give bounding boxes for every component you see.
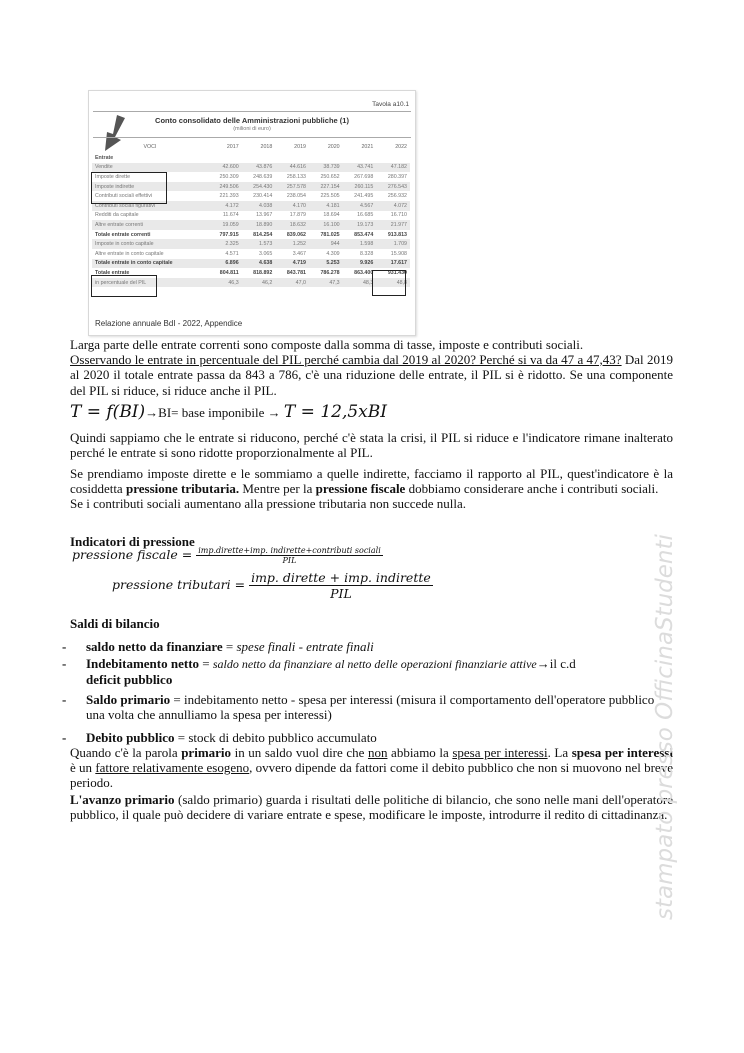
cell: 16.685: [357, 212, 374, 219]
cell: 46,3: [208, 278, 242, 288]
cell: 225.505: [320, 193, 340, 200]
text: è un: [70, 760, 96, 776]
bullet-dash: -: [62, 639, 67, 654]
table-row: [92, 249, 410, 259]
cell: 2019: [294, 144, 306, 150]
formula-label: pressione tributari =: [112, 577, 246, 592]
revenue-table: [92, 141, 410, 287]
bullet-dash: -: [62, 656, 67, 671]
cell: 2021: [361, 144, 374, 150]
list-item: [62, 730, 674, 745]
cell: 814.254: [253, 231, 273, 238]
cell: 11.674: [222, 212, 239, 219]
cell: 913.813: [387, 231, 407, 238]
row-label: Altre entrate in conto capitale: [95, 250, 164, 257]
cell: 4.181: [309, 201, 343, 211]
paragraph: [70, 745, 673, 791]
denominator: PIL: [282, 556, 297, 565]
row-label: Contributi sociali effettivi: [95, 193, 153, 200]
text: fattore relativamente esogeno: [95, 760, 250, 776]
cell: 4.719: [275, 259, 309, 269]
cell: 250.652: [320, 173, 340, 180]
bullet-dash: -: [62, 730, 67, 745]
paragraph: Quindi sappiamo che le entrate si riducono, perché c'è stata la crisi, il PIL si riduce e l'indicatore rimane inalterato perché le entrate si sono ridotte proporzionalmente al PIL.: [70, 430, 673, 461]
cell: 2018: [260, 144, 273, 150]
highlight-box: [91, 172, 167, 204]
paragraph: [70, 337, 673, 398]
text: Larga parte delle entrate correnti sono composte dalla somma di tasse, imposte e contributi sociali.: [70, 337, 584, 352]
formula-pressione-tributaria: [112, 570, 433, 601]
formula-tax: [70, 402, 387, 422]
cell: 2020: [327, 144, 340, 150]
table-caption: Relazione annuale BdI - 2022, Appendice: [95, 319, 243, 328]
cell: 1.252: [275, 239, 309, 249]
text: spesa per interessi: [452, 745, 548, 760]
term: primario: [181, 745, 232, 760]
cell: 47,0: [275, 278, 309, 288]
cell: 260.115: [343, 182, 377, 192]
cell: 16.710: [390, 212, 407, 219]
section-label: Entrate: [95, 154, 114, 161]
cell: 1.709: [376, 239, 410, 249]
text: abbiamo la: [387, 745, 453, 760]
cell: 18.890: [242, 220, 276, 230]
cell: 258.133: [286, 173, 306, 180]
text: =: [222, 639, 237, 654]
term: saldo netto da finanziare: [86, 639, 223, 654]
cell: 13.967: [256, 212, 273, 219]
divider: [93, 111, 411, 112]
table-number: Tavola a10.1: [372, 101, 409, 108]
cell: 47.182: [376, 163, 410, 173]
watermark: stampato presso OfficinaStudenti: [652, 534, 678, 920]
definition: saldo netto da finanziare al netto delle operazioni finanziarie attive: [212, 657, 537, 671]
text: dobbiamo considerare anche i contributi sociali.: [405, 481, 659, 497]
row-label: Imposte in conto capitale: [92, 239, 208, 249]
formula-part: T = 12,5xBI: [283, 402, 387, 422]
text: Dal 2019 al 2020 il totale entrate passa da 843 a 786, c'è una riduzione delle entrate, il PIL si è ridotto. Se una componente del PIL si riduce, si riduce anche il PIL.: [70, 352, 673, 398]
cell: 18.694: [323, 212, 340, 219]
cell: 19.173: [343, 220, 377, 230]
cell: 818.892: [253, 269, 273, 276]
text: =: [174, 730, 189, 745]
table-figure: [88, 90, 416, 336]
row-label: Totale entrate correnti: [95, 231, 151, 238]
term: spesa per interessi: [571, 745, 673, 760]
cell: 863.400: [354, 269, 374, 276]
cell: 238.054: [286, 193, 306, 200]
text: Se i contributi sociali aumentano alla pressione tributaria non succede nulla.: [70, 496, 467, 512]
definition: spese finali - entrate finali: [236, 639, 374, 654]
question-text: Osservando le entrate in percentuale del PIL perché cambia dal 2019 al 2020? Perché si va da 47 a 47,43?: [70, 352, 622, 368]
cell: 6.896: [208, 259, 242, 269]
cell: 786.278: [320, 269, 340, 276]
cell: 43.876: [242, 163, 276, 173]
table-row: [92, 259, 410, 269]
definition: stock di debito pubblico accumulato: [188, 730, 377, 745]
definition: indebitamento netto - spesa per interessi (misura il comportamento dell'operatore pubblico una volta che annulliamo la spesa per interessi): [86, 692, 655, 723]
cell: 931.430: [387, 269, 407, 276]
cell: 44.616: [275, 163, 309, 173]
list-item: [62, 692, 674, 722]
table-subtitle: (milioni di euro): [233, 126, 271, 132]
highlight-box: [372, 270, 406, 296]
cell: 4.172: [208, 201, 242, 211]
term: pressione fiscale: [315, 481, 406, 497]
row-label: Vendite: [92, 163, 208, 173]
text: (saldo primario) guarda i risultati delle politiche di bilancio, che sono nelle mani dell'operatore pubblico, il quale può decidere di variare entrate e spese, modificare le imposte, introdurre il redito di cittadinanza.: [70, 792, 673, 823]
highlight-box: [91, 275, 157, 297]
fraction: [196, 546, 383, 565]
row-label: Redditi da capitale: [95, 212, 139, 219]
term: Saldo primario: [86, 692, 171, 707]
cell: 21.977: [376, 220, 410, 230]
cell: 3.467: [292, 250, 306, 257]
cell: 47,3: [309, 278, 343, 288]
fraction: [249, 570, 433, 601]
row-label: in percentuale del PIL: [92, 278, 208, 288]
text: Mentre per la: [239, 481, 316, 497]
cell: 843.781: [286, 269, 306, 276]
text: =: [170, 692, 184, 707]
table-row: [92, 239, 410, 249]
cell: 248.639: [253, 173, 273, 180]
cell: 4.309: [326, 250, 340, 257]
cell: 249.506: [208, 182, 242, 192]
cell: 4.038: [242, 201, 276, 211]
row-label: Altre entrate correnti: [92, 220, 208, 230]
cell: 241.495: [354, 193, 374, 200]
cell: 4.571: [225, 250, 239, 257]
term: L'avanzo primario: [70, 792, 175, 807]
cell: 3.065: [259, 250, 273, 257]
bullet-dash: -: [62, 692, 67, 707]
numerator: imp. dirette + imp. indirette: [251, 570, 431, 585]
cell: 46,2: [242, 278, 276, 288]
cell: 254.430: [242, 182, 276, 192]
cell: 16.100: [309, 220, 343, 230]
row-label: Contributi sociali figurativi: [92, 201, 208, 211]
cell: 4.170: [275, 201, 309, 211]
cell: 5.253: [309, 259, 343, 269]
row-label: Totale entrate: [95, 269, 130, 276]
cell: 221.393: [219, 193, 239, 200]
table-row: [92, 141, 410, 153]
term: deficit pubblico: [86, 672, 173, 688]
cell: 280.397: [387, 173, 407, 180]
cell: 15.908: [390, 250, 407, 257]
cell: 227.154: [309, 182, 343, 192]
row-label: Imposte dirette: [95, 173, 131, 180]
list-item: [62, 656, 674, 687]
table-row: [92, 220, 410, 230]
cell: 944: [309, 239, 343, 249]
text: non: [367, 745, 388, 760]
heading-indicatori: Indicatori di pressione: [70, 534, 195, 549]
cell: 2.325: [208, 239, 242, 249]
cell: 257.578: [275, 182, 309, 192]
cell: 1.573: [242, 239, 276, 249]
table-title: Conto consolidato delle Amministrazioni pubbliche (1): [155, 116, 349, 125]
cell: 804.811: [219, 269, 239, 276]
cell: 4.567: [343, 201, 377, 211]
cell: 839.062: [286, 231, 306, 238]
heading-saldi: Saldi di bilancio: [70, 616, 160, 631]
cell: 2017: [226, 144, 239, 150]
table-row: [92, 163, 410, 173]
cell: 8.328: [360, 250, 374, 257]
text: . La: [547, 745, 572, 760]
row-label: Imposte indirette: [92, 182, 208, 192]
list-item: [62, 639, 674, 654]
cell: 48,8: [376, 278, 410, 288]
table-row: [92, 230, 410, 240]
cell: 42.600: [208, 163, 242, 173]
cell: 2022: [395, 144, 407, 150]
cell: 38.739: [309, 163, 343, 173]
cell: 256.932: [387, 193, 407, 200]
term: pressione tributaria.: [125, 481, 240, 497]
cell: 4.072: [376, 201, 410, 211]
divider: [93, 137, 411, 138]
text: =: [199, 656, 213, 671]
formula-pressione-fiscale: [72, 546, 383, 565]
cell: 43.741: [343, 163, 377, 173]
cell: 853.474: [354, 231, 374, 238]
cell: 19.059: [208, 220, 242, 230]
cell: 17.617: [376, 259, 410, 269]
row-label: VOCI: [143, 144, 157, 150]
cell: 17.879: [289, 212, 306, 219]
cell: 250.309: [219, 173, 239, 180]
cell: 1.598: [343, 239, 377, 249]
cell: 230.414: [253, 193, 273, 200]
paragraph: [70, 466, 673, 512]
term: Debito pubblico: [86, 730, 175, 745]
cell: 4.638: [242, 259, 276, 269]
table-row: [92, 211, 410, 221]
formula-label: pressione fiscale =: [72, 547, 193, 562]
section-row: [92, 153, 410, 163]
row-label: Totale entrate in conto capitale: [92, 259, 208, 269]
cell: 48,3: [343, 278, 377, 288]
cell: 267.698: [354, 173, 374, 180]
term: Indebitamento netto: [86, 656, 200, 671]
cell: 797.915: [219, 231, 239, 238]
paragraph: [70, 792, 673, 822]
text: Se prendiamo imposte dirette e le sommiamo a quelle indirette, facciamo il rapporto al PIL, quest'indicatore è la cosiddetta: [70, 466, 673, 497]
text: →il c.d: [536, 656, 576, 671]
cell: 276.543: [376, 182, 410, 192]
text: Quando c'è la parola: [70, 745, 182, 760]
text: , ovvero dipende da fattori come il debito pubblico che non si muovono nel breve periodo.: [70, 760, 673, 791]
numerator: imp.dirette+imp. indirette+contributi sociali: [198, 546, 381, 555]
formula-part: →BI= base imponibile →: [145, 405, 284, 420]
cell: 18.632: [275, 220, 309, 230]
cell: 9.926: [343, 259, 377, 269]
denominator: PIL: [330, 586, 352, 601]
formula-part: T = f(BI): [70, 402, 146, 422]
text: in un saldo vuol dire che: [231, 745, 368, 760]
cell: 781.025: [320, 231, 340, 238]
